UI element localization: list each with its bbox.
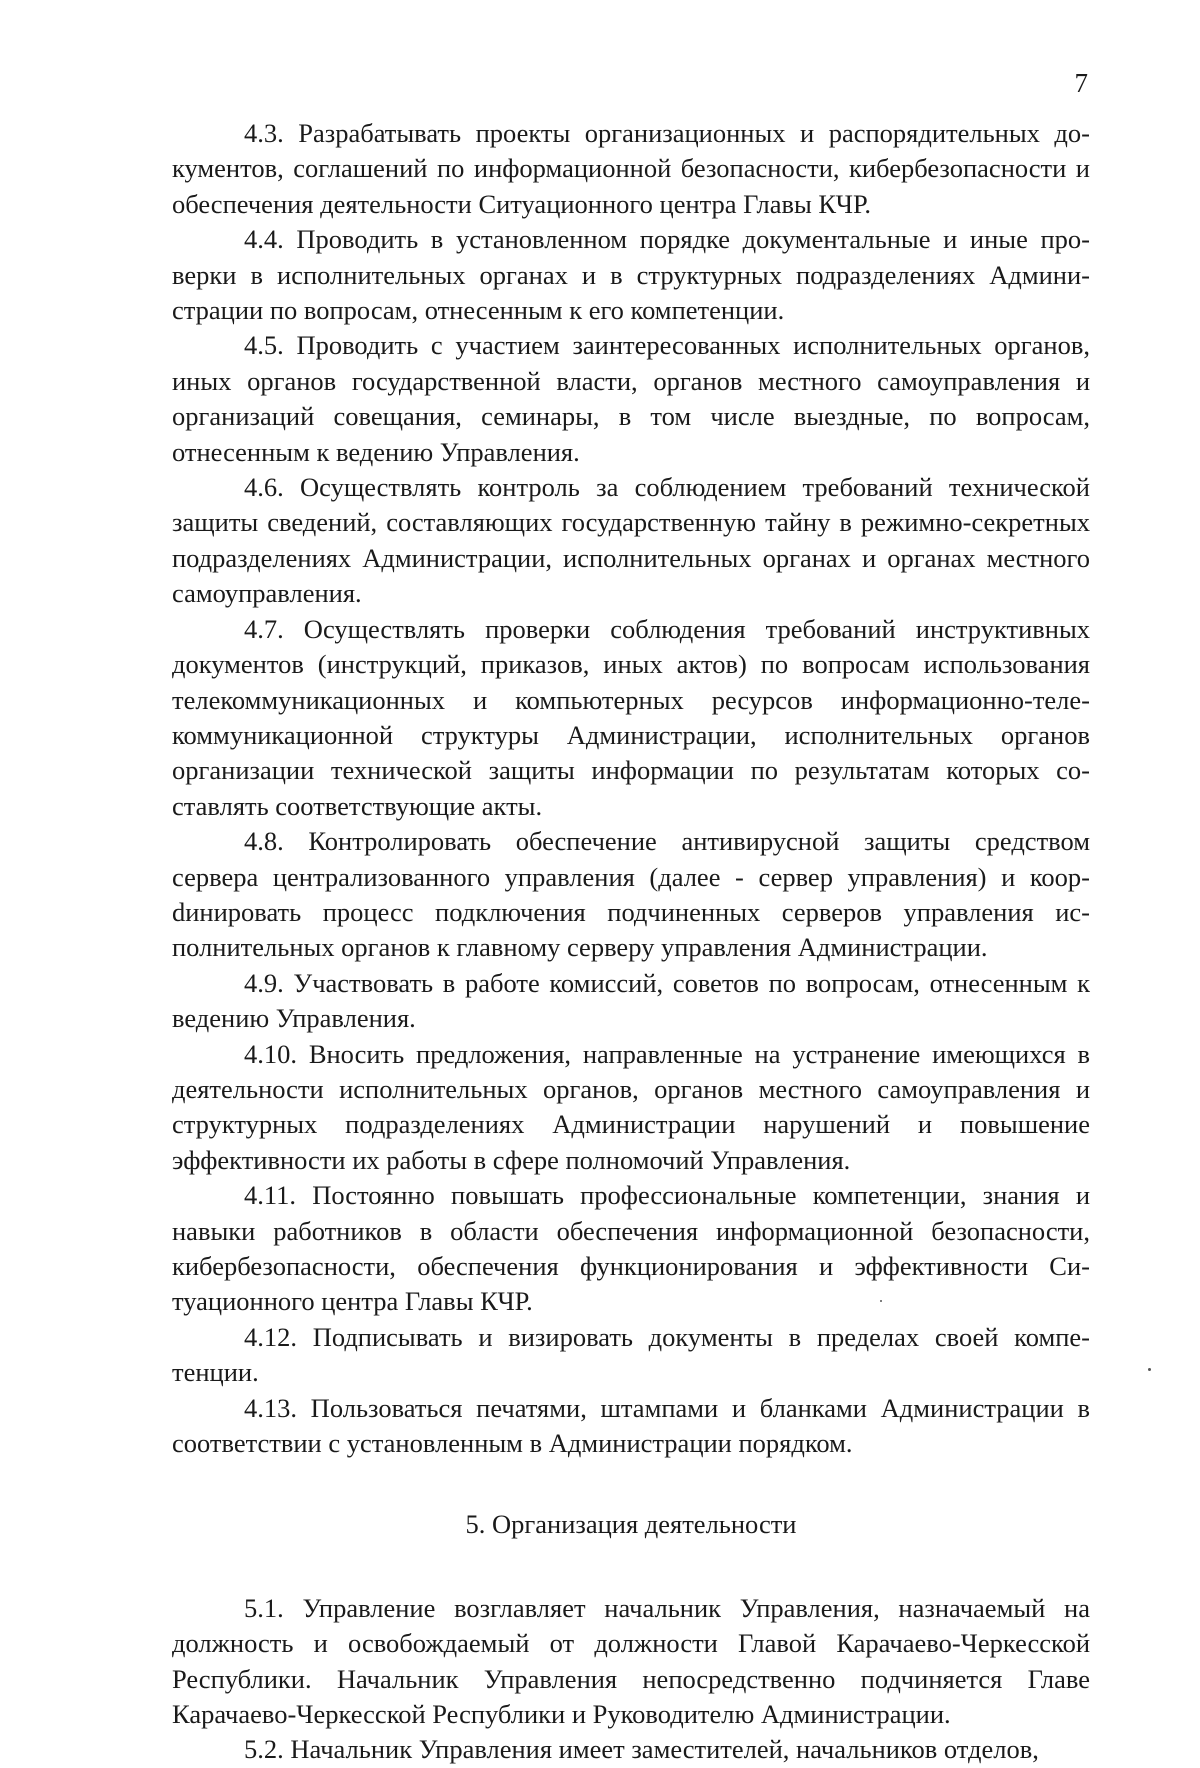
paragraph-4-8: 4.8. Контролировать обеспечение антивирусной защиты средством сервера централизованного управления (далее - сервер управления) и коорdинировать процесс подключения подчиненных серверов управления исполнительных органов к главному серверу управления Администрации. [172, 826, 1090, 963]
paragraph-5-2: 5.2. Начальник Управления имеет заместителей, начальников отделов, [244, 1734, 1039, 1765]
document-body [172, 116, 1090, 1768]
paragraph-4-5: 4.5. Проводить с участием заинтересованных исполнительных органов, иных органов государственной власти, органов местного самоуправления и организаций совещания, семинары, в том числе выездные, по вопросам, отнесенным к ведению Управления. [172, 330, 1090, 467]
page-number: 7 [1074, 68, 1088, 98]
section-heading: 5. Организация деятельности [465, 1509, 797, 1540]
paragraph-4-6: 4.6. Осуществлять контроль за соблюдением требований технической защиты сведений, составляющих государственную тайну в режимно-секретных подразделениях Администрации, исполнительных органах и органах местного самоуправления. [172, 472, 1090, 609]
scan-speck [880, 1300, 882, 1302]
paragraph-4-11: 4.11. Постоянно повышать профессиональные компетенции, знания и навыки работников в области обеспечения информационной безопасности, кибербезопасности, обеспечения функционирования и эффективности Ситуационного центра Главы КЧР. [172, 1180, 1090, 1317]
paragraph-4-3: 4.3. Разрабатывать проекты организационных и распорядительных документов, соглашений по информационной безопасности, кибербезопасности и обеспечения деятельности Ситуационного центра Главы КЧР. [172, 118, 1090, 219]
paragraph-4-13: 4.13. Пользоваться печатями, штампами и бланками Администрации в соответствии с установленным в Администрации порядком. [172, 1392, 1090, 1459]
paragraph-4-12: 4.12. Подписывать и визировать документы в пределах своей компетенции. [172, 1321, 1090, 1388]
scan-speck [1148, 1368, 1151, 1371]
paragraph-4-10: 4.10. Вносить предложения, направленные на устранение имеющихся в деятельности исполнительных органов, органов местного самоуправления и структурных подразделениях Администрации нарушений и повышение эффективности их работы в сфере полномочий Управления. [172, 1038, 1090, 1175]
paragraph-4-4: 4.4. Проводить в установленном порядке документальные и иные проверки в исполнительных органах и в структурных подразделениях Администрации по вопросам, отнесенным к его компетенции. [172, 224, 1090, 326]
paragraph-4-7: 4.7. Осуществлять проверки соблюдения требований инструктивных документов (инструкций, приказов, иных актов) по вопросам использования телекоммуникационных и компьютерных ресурсов информационно-телекоммуникационной структуры Администрации, исполнительных органов организации технической защиты информации по результатам которых составлять соответствующие акты. [172, 613, 1090, 821]
paragraph-5-1: 5.1. Управление возглавляет начальник Управления, назначаемый на должность и освобождаемый от должности Главой Карачаево-Черкесской Республики. Начальник Управления непосредственно подчиняется Главе Карачаево-Черкесской Республики и Руководителю Администрации. [172, 1592, 1090, 1730]
paragraph-4-9: 4.9. Участвовать в работе комиссий, советов по вопросам, отнесенным к ведению Управления. [172, 967, 1090, 1034]
